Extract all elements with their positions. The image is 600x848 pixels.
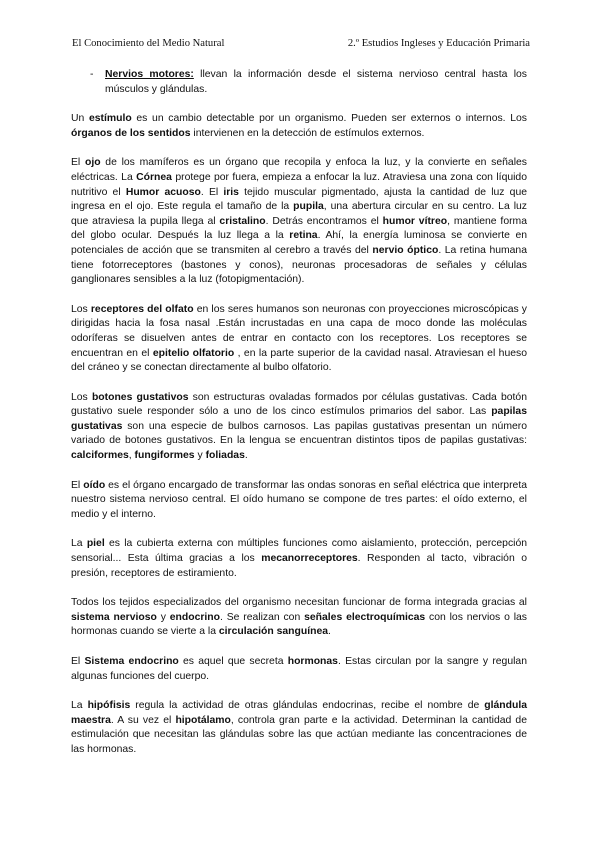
- text-run: . A su vez el: [110, 714, 176, 726]
- bullet-text: llevan la información desde el sistema nervioso central hasta los músculos y glándulas.: [105, 69, 527, 95]
- text-run: son una especie de bulbos carnosos. Las papilas gustativas presentan un número variado de botones gustativos. En la lengua se encuentran distintos tipos de papilas gustativas:: [71, 420, 527, 447]
- text-run: La: [71, 538, 87, 550]
- text-run: intervienen en la detección de estímulos externos.: [190, 127, 425, 139]
- paragraph-hipofisis: [71, 699, 527, 757]
- text-run: protege por fuera, empieza a enfocar la luz. Atraviesa una zona con líquido nutritivo el: [71, 171, 527, 198]
- text-run: en los seres humanos son neuronas con proyecciones microscópicas y dirigidas hacia la fosa nasal .Están incrustadas en una capa de moco donde las moléculas odoríferas se disuelven antes de entrar en contacto con los receptores. Los receptores se encuentran en el: [71, 303, 527, 359]
- text-run: Los: [71, 391, 92, 403]
- text-run: Un: [71, 113, 89, 125]
- bold-term: foliadas: [205, 450, 245, 462]
- bold-term: humor vítreo: [382, 215, 448, 227]
- bold-term: nervio óptico: [372, 244, 439, 256]
- bold-term: endocrino: [169, 611, 220, 623]
- bold-term: receptores del olfato: [90, 303, 194, 315]
- text-run: con los nervios o las hormonas cuando se vierte a la: [71, 611, 527, 638]
- text-run: El: [71, 157, 85, 169]
- text-run: El: [71, 656, 85, 667]
- text-run: es aquel que secreta: [178, 656, 288, 667]
- text-run: . Ahí, la energía luminosa se convierte en potenciales de acción que se transmiten al cerebro a través del: [71, 230, 527, 256]
- text-run: El: [71, 479, 84, 491]
- bold-term: hipotálamo: [175, 714, 231, 726]
- text-run: regula la actividad de otras glándulas endocrinas, recibe el nombre de: [130, 700, 485, 712]
- text-run: . Responden al tacto, vibración o presión, receptores de estiramiento.: [71, 553, 527, 579]
- text-run: son estructuras ovaladas formados por células gustativas. Cada botón gustativo suele responder sólo a uno de los cinco estímulos primarios del sabor. Las: [71, 391, 527, 418]
- bullet-dash: -: [90, 69, 94, 80]
- paragraph-estimulo: [71, 112, 527, 141]
- bold-term: ojo: [84, 157, 101, 169]
- paragraph-gusto: [71, 391, 527, 464]
- text-run: ,: [128, 450, 135, 462]
- paragraph-olfato: [71, 303, 527, 376]
- bold-term: Humor acuoso: [125, 186, 201, 198]
- text-run: y: [156, 611, 170, 623]
- text-run: , mantiene forma del globo ocular. Después la luz llega a la: [71, 215, 527, 242]
- bold-term: retina: [289, 230, 318, 242]
- paragraph-sistema-endocrino: [71, 655, 527, 684]
- bullet-term: Nervios motores:: [105, 69, 194, 80]
- text-run: .: [328, 626, 331, 638]
- text-run: .: [244, 450, 248, 462]
- text-run: es un cambio detectable por un organismo. Pueden ser externos o internos. Los: [131, 113, 527, 125]
- text-run: . Detrás encontramos el: [265, 215, 383, 227]
- paragraph-piel: [71, 537, 527, 581]
- text-run: es el órgano encargado de transformar las ondas sonoras en señal eléctrica que interpreta nuestro sistema nervioso central. El oído humano se compone de tres partes: el oído externo, el medio y el interno.: [71, 479, 527, 520]
- bold-term: epitelio olfatorio: [152, 347, 235, 359]
- bold-term: fungiformes: [134, 450, 195, 462]
- bullet-nervios-motores: [71, 68, 527, 97]
- text-run: , controla gran parte e la actividad. Determinan la cantidad de estimulación que necesitan las glándulas sobre las que actúan mediante las concentraciones de las hormonas.: [71, 714, 527, 755]
- bold-term: oído: [83, 479, 106, 491]
- text-run: y: [194, 450, 206, 462]
- text-run: , en la parte superior de la cavidad nasal. Atraviesan el hueso del cráneo y se conectan directamente al bulbo olfatorio.: [71, 347, 527, 374]
- bold-term: pupila: [293, 201, 324, 213]
- text-run: tejido muscular pigmentado, ajusta la cantidad de luz que ingresa en el ojo. Este regula el tamaño de la: [71, 186, 528, 213]
- bold-term: iris: [223, 186, 239, 198]
- text-run: es la cubierta externa con múltiples funciones como aislamiento, protección, percepción sensorial... Esta última gracias a los: [71, 538, 527, 565]
- text-run: de los mamíferos es un órgano que recopila y enfoca la luz, y la convierte en señales eléctricas. La: [71, 157, 527, 183]
- page-header: [72, 38, 530, 54]
- bold-term: hipófisis: [87, 700, 131, 712]
- text-run: Los: [71, 303, 91, 315]
- bold-term: papilas gustativas: [71, 406, 527, 432]
- text-run: , una abertura circular en su centro. La luz que atraviesa la pupila llega al: [71, 201, 527, 227]
- text-run: Todos los tejidos especializados del organismo necesitan funcionar de forma integrada gracias al: [71, 597, 527, 609]
- bold-term: cristalino: [219, 215, 266, 227]
- document-body: [71, 68, 527, 773]
- paragraph-tejidos: [71, 596, 527, 640]
- text-run: . Se realizan con: [219, 611, 305, 623]
- bold-term: piel: [86, 538, 105, 550]
- header-course-title: El Conocimiento del Medio Natural: [72, 38, 225, 49]
- bold-term: estímulo: [88, 113, 132, 125]
- bold-term: circulación sanguínea: [218, 626, 329, 638]
- text-run: . La retina humana tiene fotorreceptores (bastones y conos), neuronas procesadoras de señales y células ganglionares sensibles a la luz (fotopigmentación).: [71, 244, 527, 286]
- text-run: . El: [200, 186, 224, 198]
- bold-term: hormonas: [287, 656, 338, 667]
- bold-term: calciformes: [71, 450, 129, 462]
- paragraph-oido: [71, 479, 527, 523]
- bold-term: órganos de los sentidos: [71, 127, 191, 139]
- bold-term: glándula maestra: [71, 700, 527, 726]
- text-run: La: [71, 700, 88, 712]
- bold-term: Sistema endocrino: [84, 656, 179, 667]
- bold-term: señales electroquímicas: [304, 611, 426, 623]
- bold-term: mecanorreceptores: [261, 553, 358, 565]
- paragraph-ojo: [71, 156, 527, 287]
- text-run: . Estas circulan por la sangre y regulan algunas funciones del cuerpo.: [71, 656, 527, 682]
- bold-term: Córnea: [136, 171, 172, 183]
- bold-term: sistema nervioso: [71, 611, 157, 623]
- bold-term: botones gustativos: [91, 391, 189, 403]
- header-degree-title: 2.º Estudios Ingleses y Educación Primaria: [347, 38, 530, 49]
